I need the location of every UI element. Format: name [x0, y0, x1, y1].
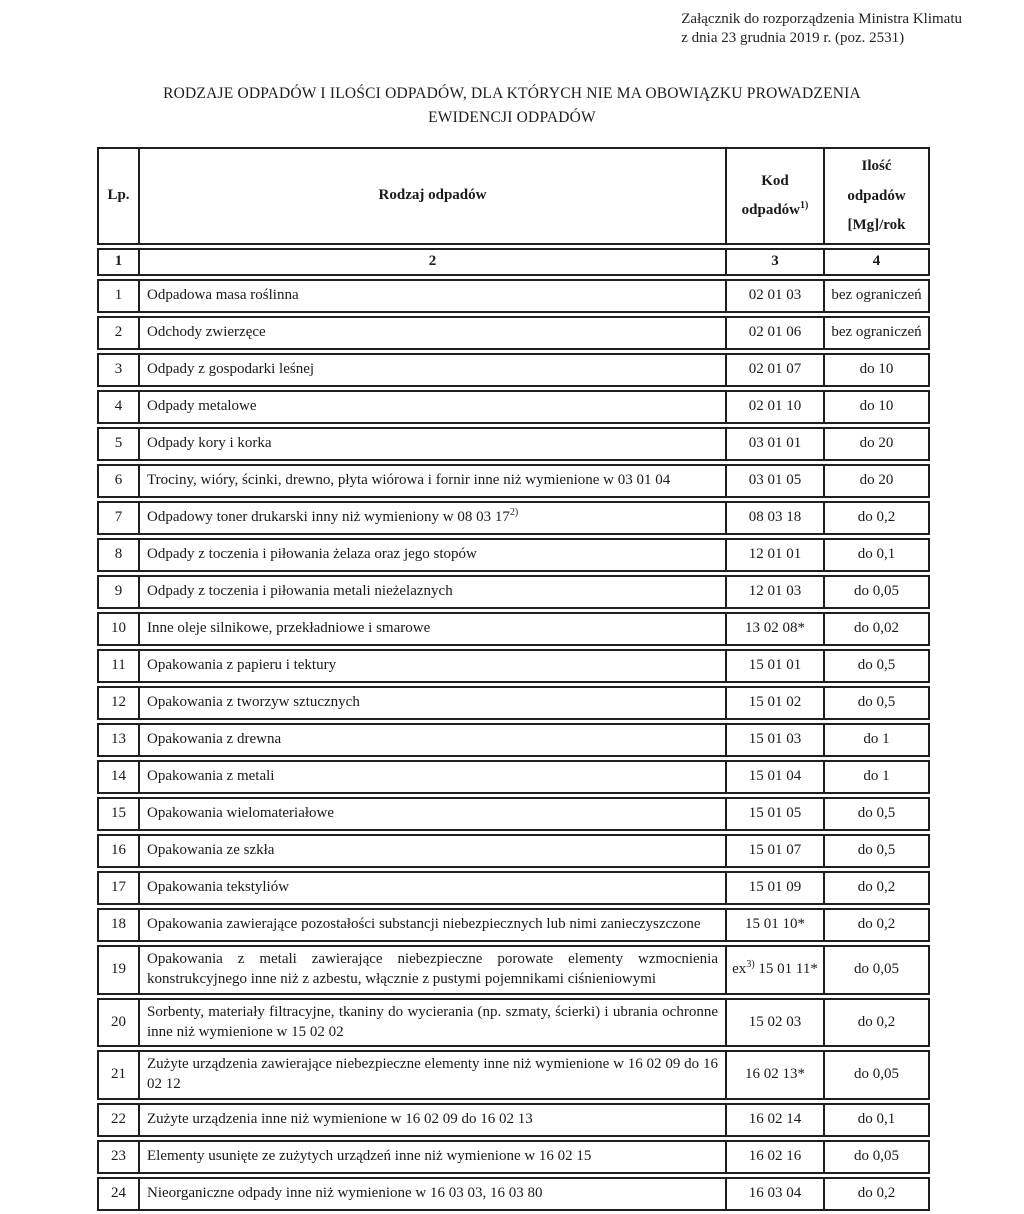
- table-row: [97, 1140, 930, 1174]
- waste-quantity-cell: do 0,02: [825, 612, 930, 646]
- row-number-cell: 18: [97, 908, 140, 942]
- column-number-1: 1: [97, 248, 140, 276]
- waste-code-header-line1: Kod: [761, 173, 789, 190]
- table-row: [97, 1177, 930, 1211]
- waste-type-cell: Odchody zwierzęce: [140, 316, 727, 350]
- waste-type-cell: Opakowania zawierające pozostałości substancji niebezpiecznych lub nimi zanieczyszczone: [140, 908, 727, 942]
- waste-type-cell: Zużyte urządzenia zawierające niebezpieczne elementy inne niż wymienione w 16 02 09 do 16 02 12: [140, 1050, 727, 1100]
- waste-code-cell: 15 01 07: [727, 834, 825, 868]
- table-row: [97, 464, 930, 498]
- waste-code-cell: 03 01 05: [727, 464, 825, 498]
- waste-quantity-cell: do 0,2: [825, 998, 930, 1048]
- row-number-cell: 19: [97, 945, 140, 995]
- table-row: [97, 945, 930, 995]
- waste-quantity-cell: do 20: [825, 427, 930, 461]
- waste-quantity-cell: bez ograniczeń: [825, 316, 930, 350]
- row-number-cell: 1: [97, 279, 140, 313]
- row-number-cell: 6: [97, 464, 140, 498]
- waste-type-cell: Opakowania ze szkła: [140, 834, 727, 868]
- column-number-4: 4: [825, 248, 930, 276]
- table-row: [97, 908, 930, 942]
- waste-quantity-cell: do 20: [825, 464, 930, 498]
- waste-quantity-cell: do 1: [825, 760, 930, 794]
- footnote-ref-1: 1): [800, 200, 809, 212]
- waste-type-cell: Opakowania z papieru i tektury: [140, 649, 727, 683]
- waste-type-cell: Sorbenty, materiały filtracyjne, tkaniny do wycierania (np. szmaty, ścierki) i ubrania ochronne inne niż wymienione w 15 02 02: [140, 998, 727, 1048]
- column-number-3: 3: [727, 248, 825, 276]
- waste-quantity-cell: do 0,2: [825, 908, 930, 942]
- waste-code-cell: 03 01 01: [727, 427, 825, 461]
- waste-type-cell: Elementy usunięte ze zużytych urządzeń inne niż wymienione w 16 02 15: [140, 1140, 727, 1174]
- waste-type-cell: Odpady z toczenia i piłowania żelaza oraz jego stopów: [140, 538, 727, 572]
- waste-code-cell: 13 02 08*: [727, 612, 825, 646]
- row-number-cell: 22: [97, 1103, 140, 1137]
- table-row: [97, 686, 930, 720]
- waste-type-cell: Opakowania tekstyliów: [140, 871, 727, 905]
- page-title: [82, 82, 942, 130]
- table-row: [97, 501, 930, 535]
- waste-type-cell: Trociny, wióry, ścinki, drewno, płyta wiórowa i fornir inne niż wymienione w 03 01 04: [140, 464, 727, 498]
- waste-code-cell: 15 01 04: [727, 760, 825, 794]
- waste-type-cell: Opakowania z tworzyw sztucznych: [140, 686, 727, 720]
- column-header-waste-code: [727, 147, 825, 245]
- waste-code-cell: 15 01 02: [727, 686, 825, 720]
- waste-quantity-cell: do 10: [825, 353, 930, 387]
- waste-code-cell: 16 02 14: [727, 1103, 825, 1137]
- row-number-cell: 20: [97, 998, 140, 1048]
- waste-type-cell: Odpadowa masa roślinna: [140, 279, 727, 313]
- waste-code-cell: 15 01 09: [727, 871, 825, 905]
- table-row: [97, 723, 930, 757]
- table-row: [97, 871, 930, 905]
- row-number-cell: 5: [97, 427, 140, 461]
- table-row: [97, 649, 930, 683]
- annex-note: [681, 10, 962, 48]
- waste-type-cell: Opakowania wielomateriałowe: [140, 797, 727, 831]
- table-body: [97, 279, 930, 1211]
- table-row: [97, 612, 930, 646]
- row-number-cell: 17: [97, 871, 140, 905]
- row-number-cell: 10: [97, 612, 140, 646]
- row-number-cell: 9: [97, 575, 140, 609]
- row-number-cell: 11: [97, 649, 140, 683]
- waste-quantity-cell: do 0,5: [825, 797, 930, 831]
- row-number-cell: 15: [97, 797, 140, 831]
- waste-type-cell: Odpadowy toner drukarski inny niż wymieniony w 08 03 17$^{2)}$: [140, 501, 727, 535]
- column-header-waste-type: Rodzaj odpadów: [140, 147, 727, 245]
- waste-quantity-cell: do 0,05: [825, 575, 930, 609]
- waste-quantity-cell: do 1: [825, 723, 930, 757]
- waste-quantity-cell: do 10: [825, 390, 930, 424]
- table-row: [97, 316, 930, 350]
- row-number-cell: 16: [97, 834, 140, 868]
- waste-table: [97, 144, 930, 1214]
- page-title-line1: RODZAJE ODPADÓW I ILOŚCI ODPADÓW, DLA KTÓRYCH NIE MA OBOWIĄZKU PROWADZENIA: [163, 85, 861, 103]
- row-number-cell: 7: [97, 501, 140, 535]
- waste-code-cell: 16 03 04: [727, 1177, 825, 1211]
- waste-type-cell: Inne oleje silnikowe, przekładniowe i smarowe: [140, 612, 727, 646]
- table-row: [97, 390, 930, 424]
- row-number-cell: 24: [97, 1177, 140, 1211]
- waste-quantity-cell: do 0,2: [825, 501, 930, 535]
- waste-code-cell: 12 01 03: [727, 575, 825, 609]
- waste-type-cell: Opakowania z metali: [140, 760, 727, 794]
- waste-code-cell: 08 03 18: [727, 501, 825, 535]
- table-row: [97, 279, 930, 313]
- waste-code-cell: 02 01 07: [727, 353, 825, 387]
- column-header-quantity: [825, 147, 930, 245]
- waste-type-cell: Zużyte urządzenia inne niż wymienione w 16 02 09 do 16 02 13: [140, 1103, 727, 1137]
- row-number-cell: 4: [97, 390, 140, 424]
- annex-note-line1: Załącznik do rozporządzenia Ministra Klimatu: [681, 11, 962, 27]
- waste-type-cell: Odpady z toczenia i piłowania metali nieżelaznych: [140, 575, 727, 609]
- waste-quantity-cell: bez ograniczeń: [825, 279, 930, 313]
- waste-quantity-cell: do 0,1: [825, 1103, 930, 1137]
- quantity-header-line2: [Mg]/rok: [847, 216, 906, 233]
- document-page: [0, 10, 1024, 1202]
- row-number-cell: 12: [97, 686, 140, 720]
- table-row: [97, 1050, 930, 1100]
- waste-quantity-cell: do 0,05: [825, 945, 930, 995]
- table-row: [97, 353, 930, 387]
- waste-code-cell: $ex^{3)}$ 15 01 11*: [727, 945, 825, 995]
- row-number-cell: 23: [97, 1140, 140, 1174]
- waste-quantity-cell: do 0,2: [825, 1177, 930, 1211]
- annex-note-line2: z dnia 23 grudnia 2019 r. (poz. 2531): [681, 30, 905, 47]
- row-number-cell: 14: [97, 760, 140, 794]
- waste-quantity-cell: do 0,05: [825, 1050, 930, 1100]
- page-title-line2: EWIDENCJI ODPADÓW: [428, 109, 596, 127]
- waste-code-cell: 02 01 03: [727, 279, 825, 313]
- waste-code-cell: 16 02 16: [727, 1140, 825, 1174]
- waste-quantity-cell: do 0,1: [825, 538, 930, 572]
- row-number-cell: 2: [97, 316, 140, 350]
- waste-quantity-cell: do 0,2: [825, 871, 930, 905]
- footnote-ref: 3): [746, 959, 755, 971]
- waste-type-cell: Odpady kory i korka: [140, 427, 727, 461]
- waste-code-cell: 02 01 10: [727, 390, 825, 424]
- table-row: [97, 998, 930, 1048]
- table-row: [97, 797, 930, 831]
- waste-code-cell: 02 01 06: [727, 316, 825, 350]
- table-row: [97, 575, 930, 609]
- row-number-cell: 21: [97, 1050, 140, 1100]
- waste-quantity-cell: do 0,5: [825, 649, 930, 683]
- waste-type-cell: Nieorganiczne odpady inne niż wymienione w 16 03 03, 16 03 80: [140, 1177, 727, 1211]
- column-header-lp: Lp.: [97, 147, 140, 245]
- waste-code-cell: 15 01 01: [727, 649, 825, 683]
- waste-type-cell: Opakowania z drewna: [140, 723, 727, 757]
- row-number-cell: 3: [97, 353, 140, 387]
- waste-type-cell: Opakowania z metali zawierające niebezpieczne porowate elementy wzmocnienia konstrukcyjnego inne niż z azbestu, włącznie z pustymi pojemnikami ciśnieniowymi: [140, 945, 727, 995]
- waste-code-cell: 15 01 05: [727, 797, 825, 831]
- table-row: [97, 1103, 930, 1137]
- table-row: [97, 834, 930, 868]
- table-row: [97, 538, 930, 572]
- waste-code-header-line2: odpadów: [741, 202, 800, 219]
- waste-code-cell: 15 01 10*: [727, 908, 825, 942]
- waste-quantity-cell: do 0,05: [825, 1140, 930, 1174]
- waste-type-cell: Odpady z gospodarki leśnej: [140, 353, 727, 387]
- table-row: [97, 427, 930, 461]
- table-row: [97, 760, 930, 794]
- row-number-cell: 8: [97, 538, 140, 572]
- column-number-2: 2: [140, 248, 727, 276]
- waste-code-cell: 12 01 01: [727, 538, 825, 572]
- waste-code-cell: 15 01 03: [727, 723, 825, 757]
- quantity-header-line1: Ilość odpadów: [847, 158, 906, 204]
- waste-type-cell: Odpady metalowe: [140, 390, 727, 424]
- waste-quantity-cell: do 0,5: [825, 686, 930, 720]
- waste-code-cell: 15 02 03: [727, 998, 825, 1048]
- column-numbering-row: [97, 248, 930, 276]
- waste-quantity-cell: do 0,5: [825, 834, 930, 868]
- footnote-ref: 2): [509, 507, 519, 519]
- table-header-row: [97, 147, 930, 245]
- waste-code-cell: 16 02 13*: [727, 1050, 825, 1100]
- row-number-cell: 13: [97, 723, 140, 757]
